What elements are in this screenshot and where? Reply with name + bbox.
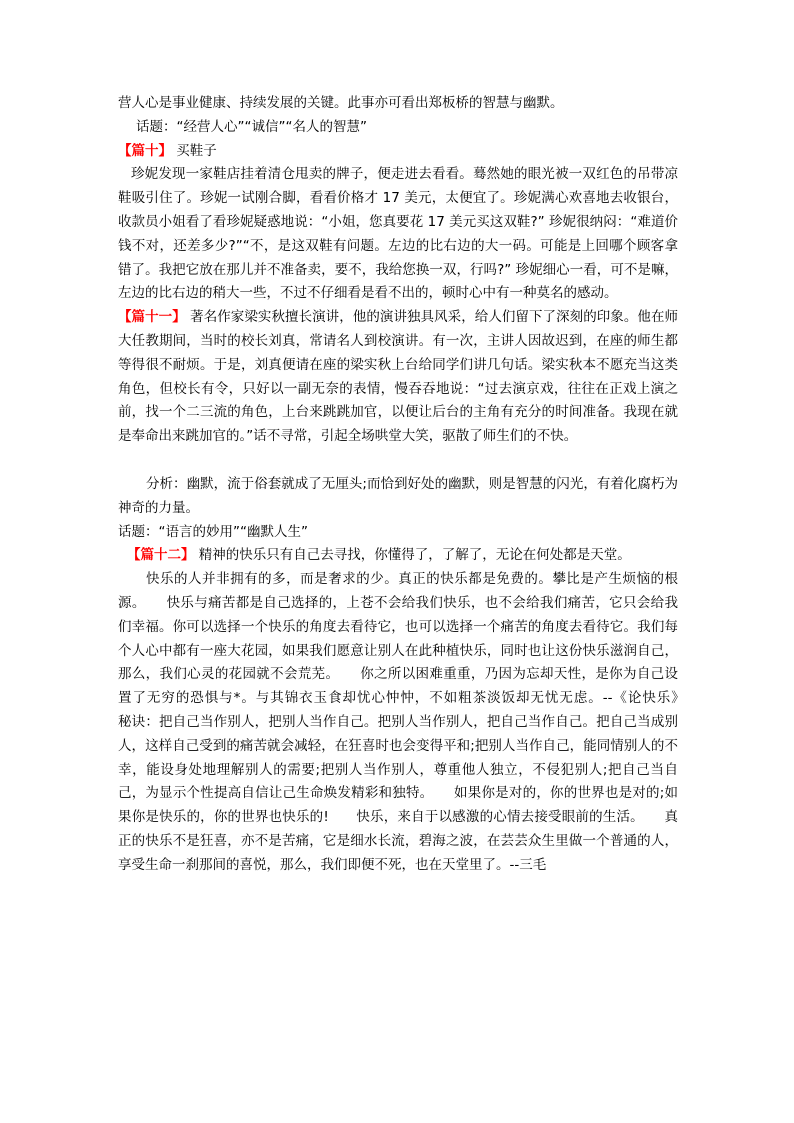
section-12-paragraph xyxy=(118,544,678,568)
section-12-body: 快乐的人并非拥有的多，而是奢求的少。真正的快乐都是免费的。攀比是产生烦恼的根源。 快乐与痛苦都是自己选择的，上苍不会给我们快乐，也不会给我们痛苦，它只会给我们幸福。你可以选择一个快乐的角度去看待它，也可以选择一个痛苦的角度去看待它。我们每个人心中都有一座大花园，如果我们愿意让别人在此种植快乐，同时也让这份快乐滋润自己，那么，我们心灵的花园就不会荒芜。 你之所以困难重重，乃因为忘却天性，是你为自己设置了无穷的恐惧与*。与其锦衣玉食却忧心忡忡，不如粗茶淡饭却无忧无虑。--《论快乐》 秘诀：把自己当作别人，把别人当作自己。把别人当作别人，把自己当作自己。把自己当成别人，这样自己受到的痛苦就会减轻，在狂喜时也会变得平和;把别人当作自己，能同情别人的不幸，能设身处地理解别人的需要;把别人当作别人，尊重他人独立，不侵犯别人;把自己当自己，为显示个性提高自信让己生命焕发精彩和独特。 如果你是对的，你的世界也是对的;如果你是快乐的，你的世界也快乐的! 快乐，来自于以感激的心情去接受眼前的生活。 真正的快乐不是狂喜，亦不是苦痛，它是细水长流，碧海之波，在芸芸众生里做一个普通的人，享受生命一刹那间的喜悦，那么，我们即便不死，也在天堂里了。--三毛 xyxy=(118,571,705,873)
spacer xyxy=(118,449,678,473)
section-11-paragraph xyxy=(118,306,678,449)
section-10-body: 珍妮发现一家鞋店挂着清仓甩卖的牌子，便走进去看看。蓦然她的眼光被一双红色的吊带凉鞋吸引住了。珍妮一试刚合脚，看看价格才 17 美元，太便宜了。珍妮满心欢喜地去收银台，收款员小姐看了看珍妮疑惑地说：“小姐，您真要花 17 美元买这双鞋?” 珍妮很纳闷：“难道价钱不对，还差多少?”“不，是这双鞋有问题。左边的比右边的大一码。可能是上回哪个顾客拿错了。我把它放在那儿并不准备卖，要不，我给您换一双，行吗?” 珍妮细心一看，可不是嘛，左边的比右边的稍大一些，不过不仔细看是看不出的，顿时心中有一种莫名的感动。 xyxy=(118,166,678,302)
topic-line-2: 话题：“语言的妙用”“幽默人生” xyxy=(118,523,308,540)
section-12-intro: 精神的快乐只有自己去寻找，你懂得了，了解了，无论在何处都是天堂。 xyxy=(198,547,631,564)
analysis-paragraph: 分析：幽默，流于俗套就成了无厘头;而恰到好处的幽默，则是智慧的闪光，有着化腐朽为神奇的力量。 xyxy=(118,475,678,516)
section-12-tag: 【篇十二】 xyxy=(127,547,195,564)
section-10-tag: 【篇十】 xyxy=(118,142,172,159)
document-page xyxy=(118,92,705,878)
section-10-heading xyxy=(118,140,678,164)
section-10-title: 买鞋子 xyxy=(176,142,217,159)
section-11-tag: 【篇十一】 xyxy=(118,309,186,326)
topic-line: 话题：“经营人心”“诚信”“名人的智慧” xyxy=(136,118,367,135)
section-11-body: 著名作家梁实秋擅长演讲，他的演讲独具风采，给人们留下了深刻的印象。他在师大任教期间，当时的校长刘真，常请名人到校演讲。有一次，主讲人因故迟到，在座的师生都等得很不耐烦。于是，刘真便请在座的梁实秋上台给同学们讲几句话。梁实秋本不愿充当这类角色，但校长有令，只好以一副无奈的表情，慢吞吞地说：“过去演京戏，往往在正戏上演之前，找一个二三流的角色，上台来跳跳加官，以便让后台的主角有充分的时间准备。我现在就是奉命出来跳加官的。”话不寻常，引起全场哄堂大笑，驱散了师生们的不快。 xyxy=(118,309,679,445)
paragraph-ending: 营人心是事业健康、持续发展的关键。此事亦可看出郑板桥的智慧与幽默。 xyxy=(118,95,564,111)
